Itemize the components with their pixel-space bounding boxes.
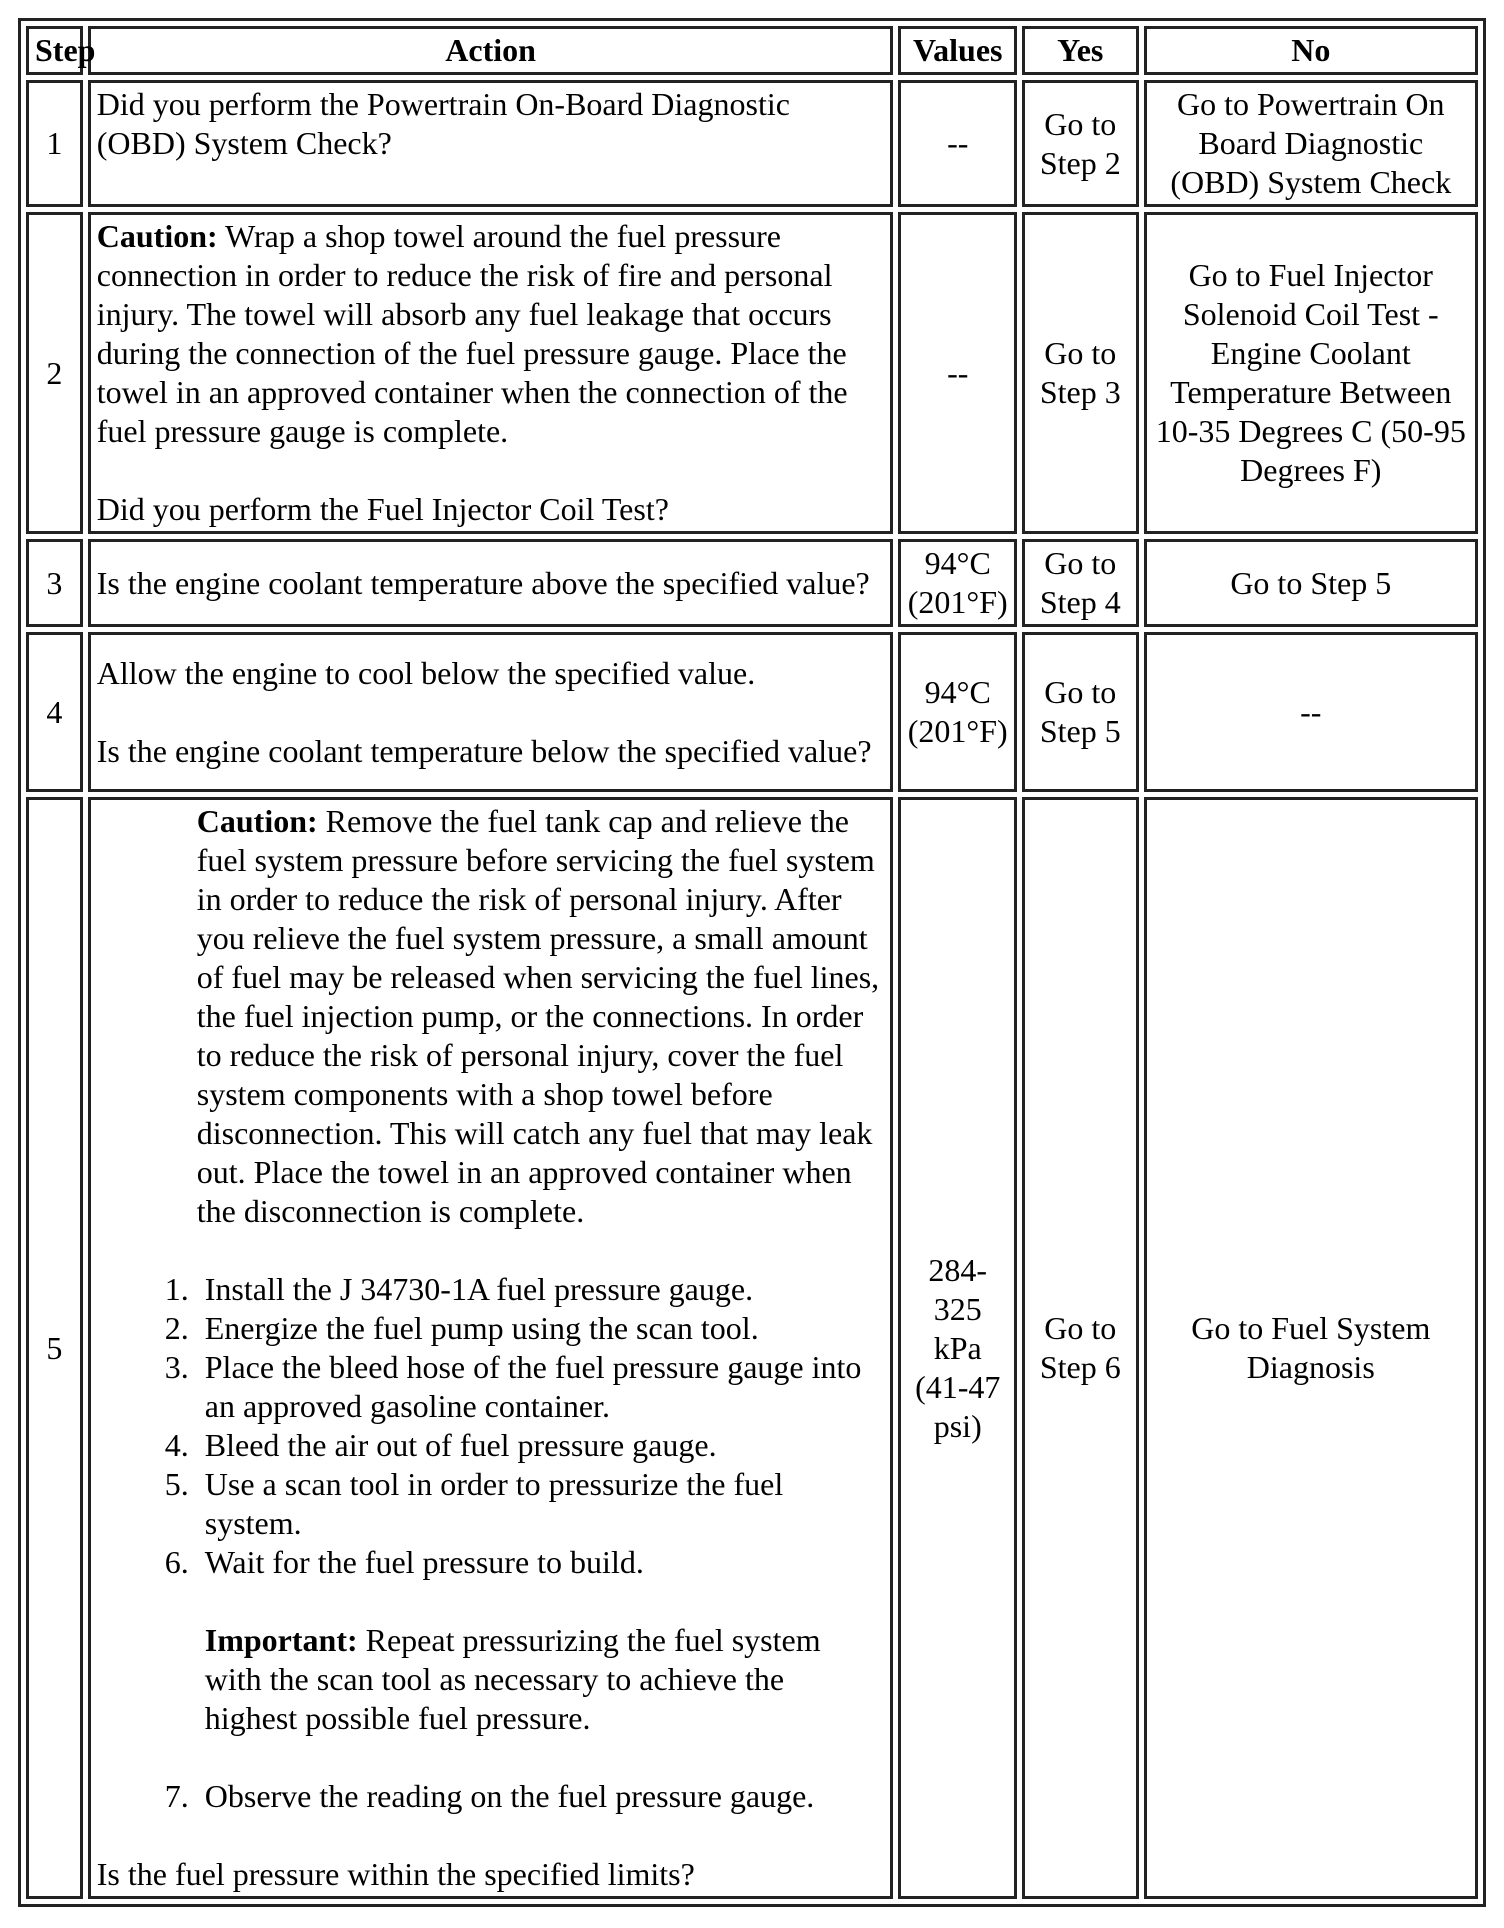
caution-text: Remove the fuel tank cap and relieve the fuel system pressure before servicing the fuel system in order to reduce the risk of personal injury. After you relieve the fuel system pressure, a small amount of fuel may be released when servicing the fuel lines, the fuel injection pump, or the connections. In order to reduce the risk of personal injury, cover the fuel system components with a shop towel before disconnection. This will catch any fuel that may leak out. Place the towel in an approved container when the disconnection is complete. [196, 803, 880, 1229]
list-item: 3. Place the bleed hose of the fuel pressure gauge into an approved gasoline container. [197, 1348, 885, 1426]
action-text: Is the engine coolant temperature above the specified value? [88, 539, 894, 627]
yes-link[interactable]: Go to Step 3 [1022, 212, 1139, 534]
table-row [26, 212, 1478, 534]
step-number: 5 [26, 797, 83, 1899]
procedure-list [97, 1270, 885, 1816]
no-link: -- [1144, 632, 1478, 792]
step-number: 3 [26, 539, 83, 627]
list-item: 5. Use a scan tool in order to pressurize the fuel system. [197, 1465, 885, 1543]
caution-label: Caution: [96, 218, 218, 254]
diagnostic-table-container [18, 18, 1486, 1907]
table-row [26, 797, 1478, 1899]
header-no: No [1144, 26, 1478, 75]
yes-link[interactable]: Go to Step 2 [1022, 80, 1139, 207]
question-text: Is the fuel pressure within the specified limits? [96, 1856, 695, 1892]
action-cell [88, 212, 894, 534]
header-action: Action [88, 26, 894, 75]
values-cell: 94°C (201°F) [898, 539, 1017, 627]
no-link[interactable]: Go to Powertrain On Board Diagnostic (OBD) System Check [1144, 80, 1478, 207]
header-step: Step [26, 26, 83, 75]
table-row [26, 632, 1478, 792]
step-number: 4 [26, 632, 83, 792]
values-cell: 94°C (201°F) [898, 632, 1017, 792]
important-label: Important: [204, 1622, 358, 1658]
header-values: Values [898, 26, 1017, 75]
yes-link[interactable]: Go to Step 5 [1022, 632, 1139, 792]
list-item: 7. Observe the reading on the fuel pressure gauge. [197, 1777, 885, 1816]
yes-link[interactable]: Go to Step 4 [1022, 539, 1139, 627]
values-cell: 284-325 kPa (41-47 psi) [898, 797, 1017, 1899]
question-text: Is the engine coolant temperature below the specified value? [96, 732, 872, 769]
action-cell [88, 632, 894, 792]
step-number: 1 [26, 80, 83, 207]
action-cell [88, 797, 894, 1899]
header-row [26, 26, 1478, 75]
no-link[interactable]: Go to Step 5 [1144, 539, 1478, 627]
list-item-text: Wait for the fuel pressure to build. [204, 1544, 644, 1580]
values-cell: -- [898, 212, 1017, 534]
caution-text: Wrap a shop towel around the fuel pressure connection in order to reduce the risk of fire and personal injury. The towel will absorb any fuel leakage that occurs during the connection of the fuel pressure gauge. Place the towel in an approved container when the connection of the fuel pressure gauge is complete. [96, 218, 848, 449]
caution-paragraph [97, 802, 885, 1231]
important-note [205, 1621, 885, 1738]
no-link[interactable]: Go to Fuel Injector Solenoid Coil Test - Engine Coolant Temperature Between 10-35 Degrees C (50-95 Degrees F) [1144, 212, 1478, 534]
diagnostic-table [18, 18, 1486, 1907]
question-text: Did you perform the Fuel Injector Coil Test? [96, 491, 669, 527]
caution-label: Caution: [196, 803, 318, 839]
step-number: 2 [26, 212, 83, 534]
table-row [26, 80, 1478, 207]
list-item [197, 1543, 885, 1777]
caution-paragraph [97, 217, 885, 451]
list-item: 1. Install the J 34730-1A fuel pressure gauge. [197, 1270, 885, 1309]
no-link[interactable]: Go to Fuel System Diagnosis [1144, 797, 1478, 1899]
yes-link[interactable]: Go to Step 6 [1022, 797, 1139, 1899]
list-item: 4. Bleed the air out of fuel pressure gauge. [197, 1426, 885, 1465]
instruction-text: Allow the engine to cool below the specified value. [96, 654, 756, 691]
action-text: Did you perform the Powertrain On-Board Diagnostic (OBD) System Check? [88, 80, 894, 207]
table-row [26, 539, 1478, 627]
values-cell: -- [898, 80, 1017, 207]
important-text: Repeat pressurizing the fuel system with the scan tool as necessary to achieve the highest possible fuel pressure. [204, 1622, 821, 1736]
header-yes: Yes [1022, 26, 1139, 75]
list-item: 2. Energize the fuel pump using the scan tool. [197, 1309, 885, 1348]
